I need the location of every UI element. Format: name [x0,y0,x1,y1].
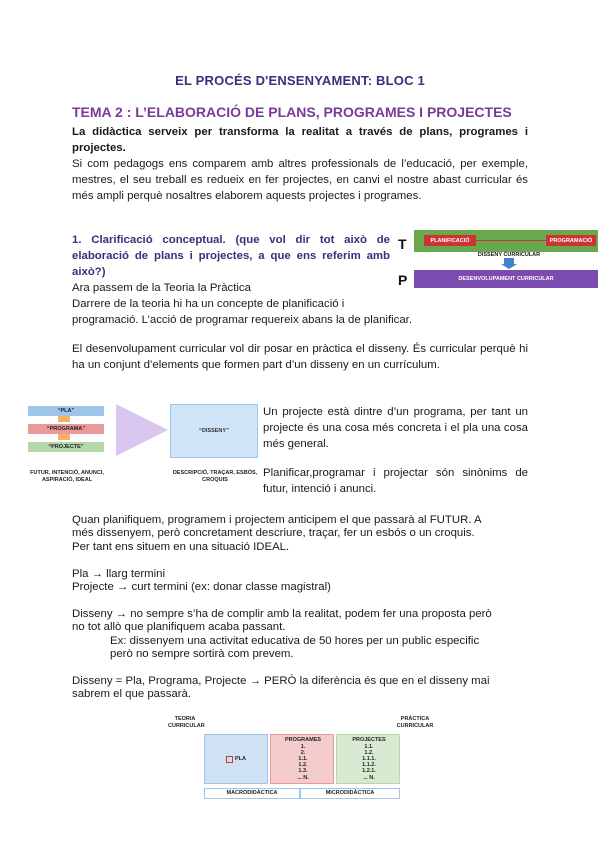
disseny-example-1: Ex: dissenyem una activitat educativa de 50 hores per un public especific [110,635,480,647]
programes-label: PROGRAMES [284,737,322,743]
flow-diagram [22,404,258,490]
disseny-line-2: no tot allò que planifiquem acaba passant. [72,621,286,633]
section-1-line-2: Darrere de la teoria hi ha un concepte de planificació i [72,298,345,310]
desenvolupament-label: DESENVOLUPAMENT CURRICULAR [458,276,554,282]
micro-label: MICRODIDÀCTICA [300,788,400,799]
projectes-item-3: 1.1.1. [362,756,376,762]
document-title: EL PROCÉS D'ENSENYAMENT: BLOC 1 [175,73,425,88]
programes-item-5: 1.3. [298,768,308,774]
projectes-item-6: ... N. [363,775,375,781]
section-1-line-3: programació. L’acció de programar requereix abans la de planificar. [72,314,413,326]
triangle-arrow-icon [116,404,168,456]
futur-line-2: més dissenyem, però concretament descriure, traçar, fer un esbós o un croquis. [72,527,475,539]
pla-arrow-icon [58,416,70,422]
pla-block [204,734,268,784]
down-arrow-head-icon [501,264,517,269]
planificacio-box [424,235,476,246]
projectes-item-4: 1.1.2. [362,762,376,768]
pla-box [28,406,104,416]
pla-box-label: “PLA” [57,408,75,414]
programes-item-3: 1.1. [298,756,308,762]
right-caption: DESCRIPCIÓ, TRAÇAR, ESBÓS, CROQUIS [172,470,258,483]
section-1-heading: 1. Clarificació conceptual. (que vol dir tot això de elaboració de plans i projectes, a que ens referim amb això?) [72,234,390,278]
projectes-item-5: 1.2.1. [362,768,376,774]
disseny-box [170,404,258,458]
disseny-curricular-label: DISSENY CURRICULAR [477,252,541,258]
projectes-block [336,734,400,784]
futur-line-1: Quan planifiquem, programem i projectem anticipem el que passarà al FUTUR. A [72,514,482,526]
programes-block [270,734,334,784]
disseny-box-label: “DISSENY” [199,428,229,434]
macro-label: MACRODIDÀCTICA [204,788,300,799]
projecte-box [28,442,104,452]
left-caption: FUTUR, INTENCIÓ, ANUNCI, ASPIRACIÓ, IDEAL [30,470,104,483]
tema-heading: TEMA 2 : L’ELABORACIÓ DE PLANS, PROGRAMES I PROJECTES [72,104,512,120]
projectes-label: PROJECTES [352,737,386,743]
t-letter: T [398,236,407,252]
p-letter: P [398,272,408,288]
programes-item-1: 1. [300,744,306,750]
planificacio-arrow-line [476,240,546,241]
intro-bold: La didàctica serveix per transforma la realitat a través de plans, programes i projectes. [72,126,528,154]
programa-box [28,424,104,434]
futur-line-3: Per tant ens situem en una situació IDEAL. [72,541,290,553]
equation-line-1: Disseny = Pla, Programa, Projecte → PERÒ la diferència és que en el disseny mai [72,675,490,687]
intro-text: Si com pedagogs ens comparem amb altres professionals de l’educació, per exemple, mestres, el seu treball es redueix en fer projectes, en canvi el nostre abast curricular és més ampli perquè nosaltres elaborem aquests projectes i programes. [72,158,528,202]
programes-item-6: ... N. [297,775,309,781]
tp-diagram [414,230,600,292]
programa-arrow-icon [58,434,70,440]
programa-box-label: “PROGRAMA” [46,426,86,432]
equation-line-2: sabrem el que passarà. [72,688,192,700]
term-pla: Pla → llarg termini [72,568,166,580]
projectes-item-2: 1.2. [364,750,374,756]
side-text-1: Un projecte està dintre d’un programa, per tant un projecte és una cosa més concreta i el pla una cosa més general. [263,406,528,450]
teoria-label: TEORIA CURRICULAR [168,716,205,729]
term-projecte: Projecte → curt termini (ex: donar classe magistral) [72,581,331,593]
programacio-box [546,235,596,246]
pla-block-icon [226,756,233,763]
projectes-item-1: 1.1. [364,744,374,750]
programacio-label: PROGRAMACIÓ [549,237,593,244]
pla-block-label: PLA [235,756,246,762]
practica-label: PRÀCTICA CURRICULAR [396,716,434,729]
disseny-example-2: però no sempre sortirà com prevem. [110,648,294,660]
programes-item-2: 2. [300,750,306,756]
bottom-diagram [168,716,434,798]
desenvolupament-box [414,270,598,288]
projecte-box-label: “PROJECTE” [48,444,84,450]
desenvolupament-text: El desenvolupament curricular vol dir posar en pràctica el disseny. És curricular perquè hi ha un conjunt d’elements que formen part d’un disseny en un currículum. [72,343,528,371]
planificacio-label: PLANIFICACIÓ [430,237,470,244]
disseny-line-1: Disseny → no sempre s’ha de complir amb la realitat, podem fer una proposta però [72,608,492,620]
section-1-line-1: Ara passem de la Teoria la Pràctica [72,282,251,294]
side-text-2: Planificar,programar i projectar són sinònims de futur, intenció i anunci. [263,467,528,495]
programes-item-4: 1.2. [298,762,308,768]
